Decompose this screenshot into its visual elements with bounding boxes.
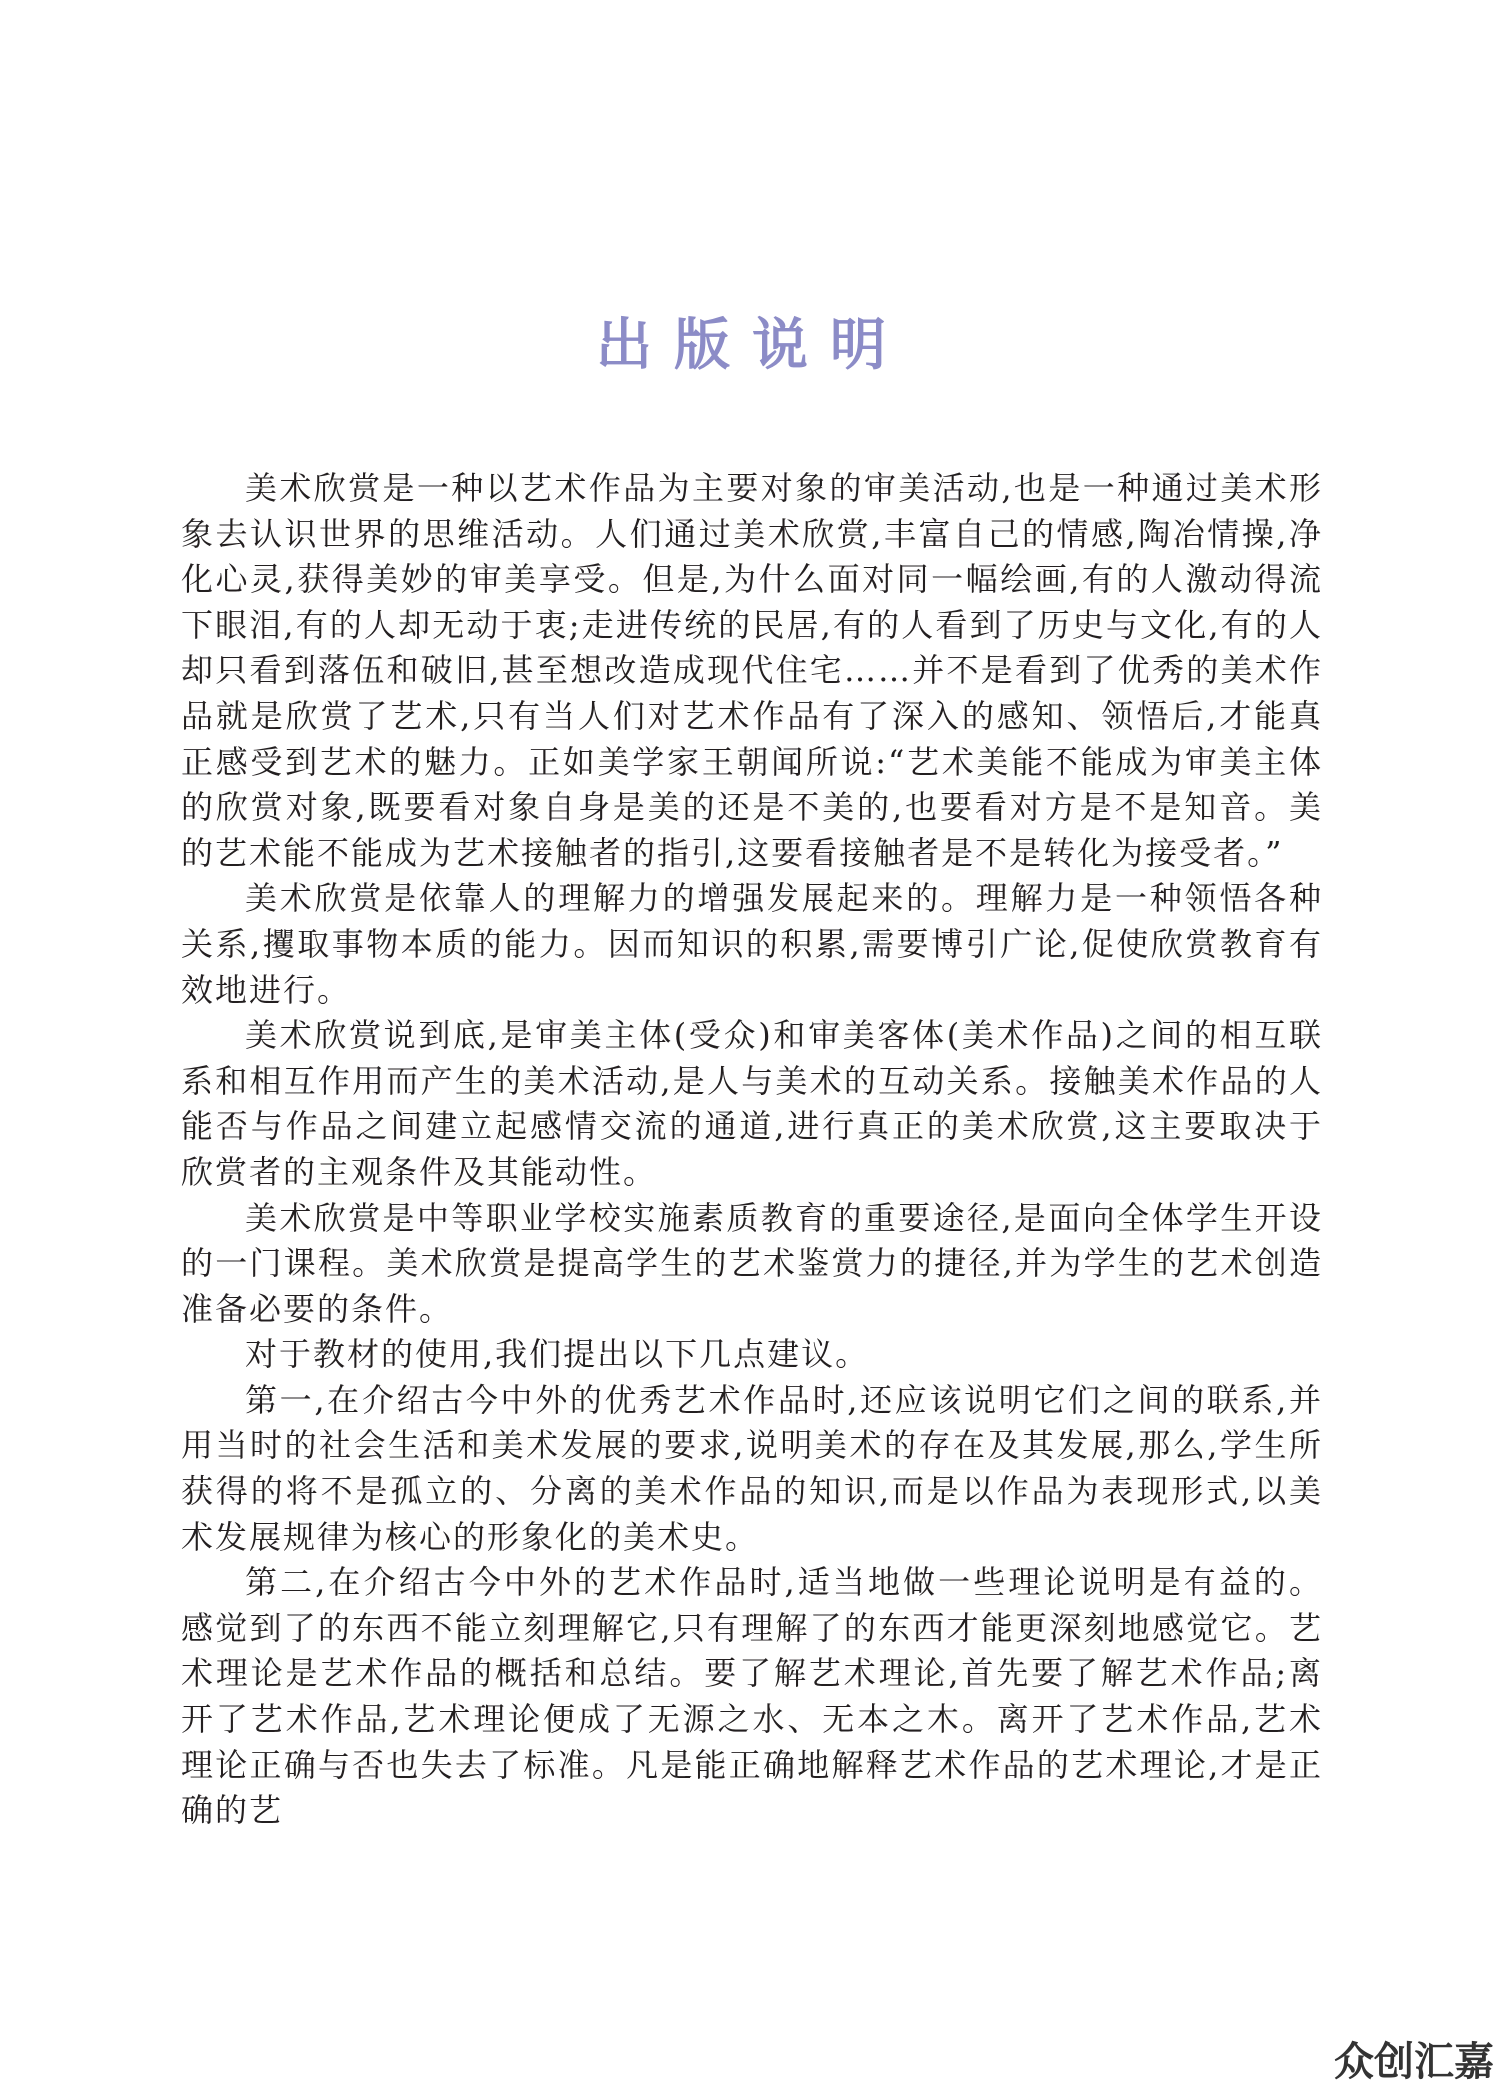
paragraph: 美术欣赏是一种以艺术作品为主要对象的审美活动,也是一种通过美术形象去认识世界的思维活动。人们通过美术欣赏,丰富自己的情感,陶冶情操,净化心灵,获得美妙的审美享受。但是,为什么面对同一幅绘画,有的人激动得流下眼泪,有的人却无动于衷;走进传统的民居,有的人看到了历史与文化,有的人却只看到落伍和破旧,甚至想改造成现代住宅……并不是看到了优秀的美术作品就是欣赏了艺术,只有当人们对艺术作品有了深入的感知、领悟后,才能真正感受到艺术的魅力。正如美学家王朝闻所说:“艺术美能不能成为审美主体的欣赏对象,既要看对象自身是美的还是不美的,也要看对方是不是知音。美的艺术能不能成为艺术接触者的指引,这要看接触者是不是转化为接受者。” [181, 469, 1323, 872]
body-text [181, 466, 1323, 1834]
paragraph: 美术欣赏是依靠人的理解力的增强发展起来的。理解力是一种领悟各种关系,攫取事物本质的能力。因而知识的积累,需要博引广论,促使欣赏教育有效地进行。 [181, 879, 1323, 1009]
watermark-logo: 众创汇嘉 [1334, 2039, 1494, 2085]
paragraph: 第一,在介绍古今中外的优秀艺术作品时,还应该说明它们之间的联系,并用当时的社会生活和美术发展的要求,说明美术的存在及其发展,那么,学生所获得的将不是孤立的、分离的美术作品的知识,而是以作品为表现形式,以美术发展规律为核心的形象化的美术史。 [181, 1380, 1323, 1556]
paragraph: 第二,在介绍古今中外的艺术作品时,适当地做一些理论说明是有益的。感觉到了的东西不能立刻理解它,只有理解了的东西才能更深刻地感觉它。艺术理论是艺术作品的概括和总结。要了解艺术理论,首先要了解艺术作品;离开了艺术作品,艺术理论便成了无源之水、无本之木。离开了艺术作品,艺术理论正确与否也失去了标准。凡是能正确地解释艺术作品的艺术理论,才是正确的艺 [181, 1563, 1323, 1830]
paragraph: 美术欣赏说到底,是审美主体(受众)和审美客体(美术作品)之间的相互联系和相互作用而产生的美术活动,是人与美术的互动关系。接触美术作品的人能否与作品之间建立起感情交流的通道,进行真正的美术欣赏,这主要取决于欣赏者的主观条件及其能动性。 [181, 1016, 1323, 1191]
paragraph: 对于教材的使用,我们提出以下几点建议。 [245, 1335, 870, 1374]
page-title: 出版说明 [596, 312, 908, 378]
paragraph: 美术欣赏是中等职业学校实施素质教育的重要途径,是面向全体学生开设的一门课程。美术欣赏是提高学生的艺术鉴赏力的捷径,并为学生的艺术创造准备必要的条件。 [181, 1198, 1323, 1328]
